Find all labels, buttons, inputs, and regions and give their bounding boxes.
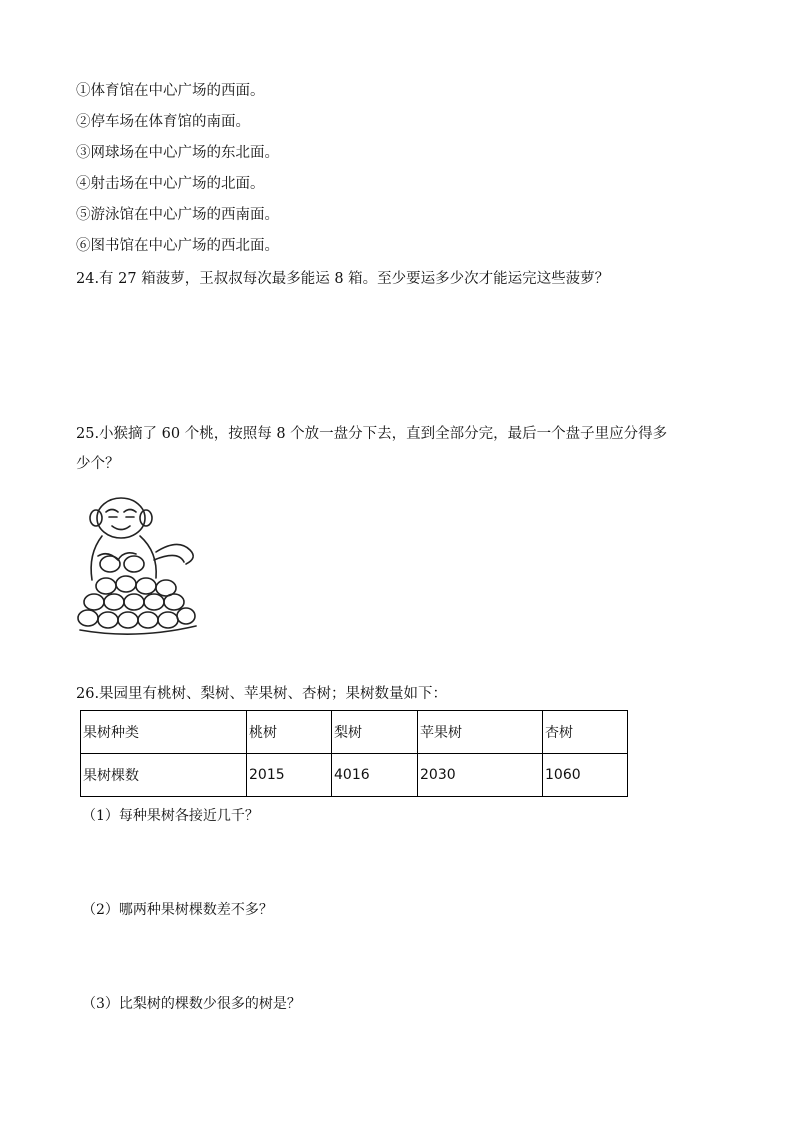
table-cell: 苹果树 (418, 711, 543, 754)
direction-line-1: ①体育馆在中心广场的西面。 (76, 83, 265, 99)
table-cell: 桃树 (247, 711, 332, 754)
fruit-tree-table (80, 710, 628, 797)
table-cell: 2015 (247, 754, 332, 797)
monkey-with-peaches-illustration (76, 490, 200, 640)
question-26-sub-2: （2）哪两种果树棵数差不多？ (82, 902, 273, 918)
table-cell: 1060 (543, 754, 628, 797)
question-26-sub-3: （3）比梨树的棵数少很多的树是？ (82, 996, 301, 1012)
table-cell: 果树棵数 (81, 754, 247, 797)
direction-line-3: ③网球场在中心广场的东北面。 (76, 145, 279, 161)
table-cell: 梨树 (332, 711, 418, 754)
direction-line-6: ⑥图书馆在中心广场的西北面。 (76, 238, 279, 254)
table-cell: 果树种类 (81, 711, 247, 754)
question-25-line-2: 少个？ (76, 456, 120, 472)
direction-line-2: ②停车场在体育馆的南面。 (76, 114, 250, 130)
question-26-intro: 26.果园里有桃树、梨树、苹果树、杏树；果树数量如下： (76, 686, 448, 702)
table-cell: 杏树 (543, 711, 628, 754)
direction-line-5: ⑤游泳馆在中心广场的西南面。 (76, 207, 279, 223)
table-cell: 2030 (418, 754, 543, 797)
table-cell: 4016 (332, 754, 418, 797)
question-26-sub-1: （1）每种果树各接近几千？ (82, 808, 259, 824)
table-header-row (81, 711, 628, 754)
table-row (81, 754, 628, 797)
question-25-line-1: 25.小猴摘了 60 个桃，按照每 8 个放一盘分下去，直到全部分完，最后一个盘子里应分得多 (76, 426, 668, 442)
direction-line-4: ④射击场在中心广场的北面。 (76, 176, 265, 192)
question-24: 24.有 27 箱菠萝，王叔叔每次最多能运 8 箱。至少要运多少次才能运完这些菠萝？ (76, 271, 610, 287)
